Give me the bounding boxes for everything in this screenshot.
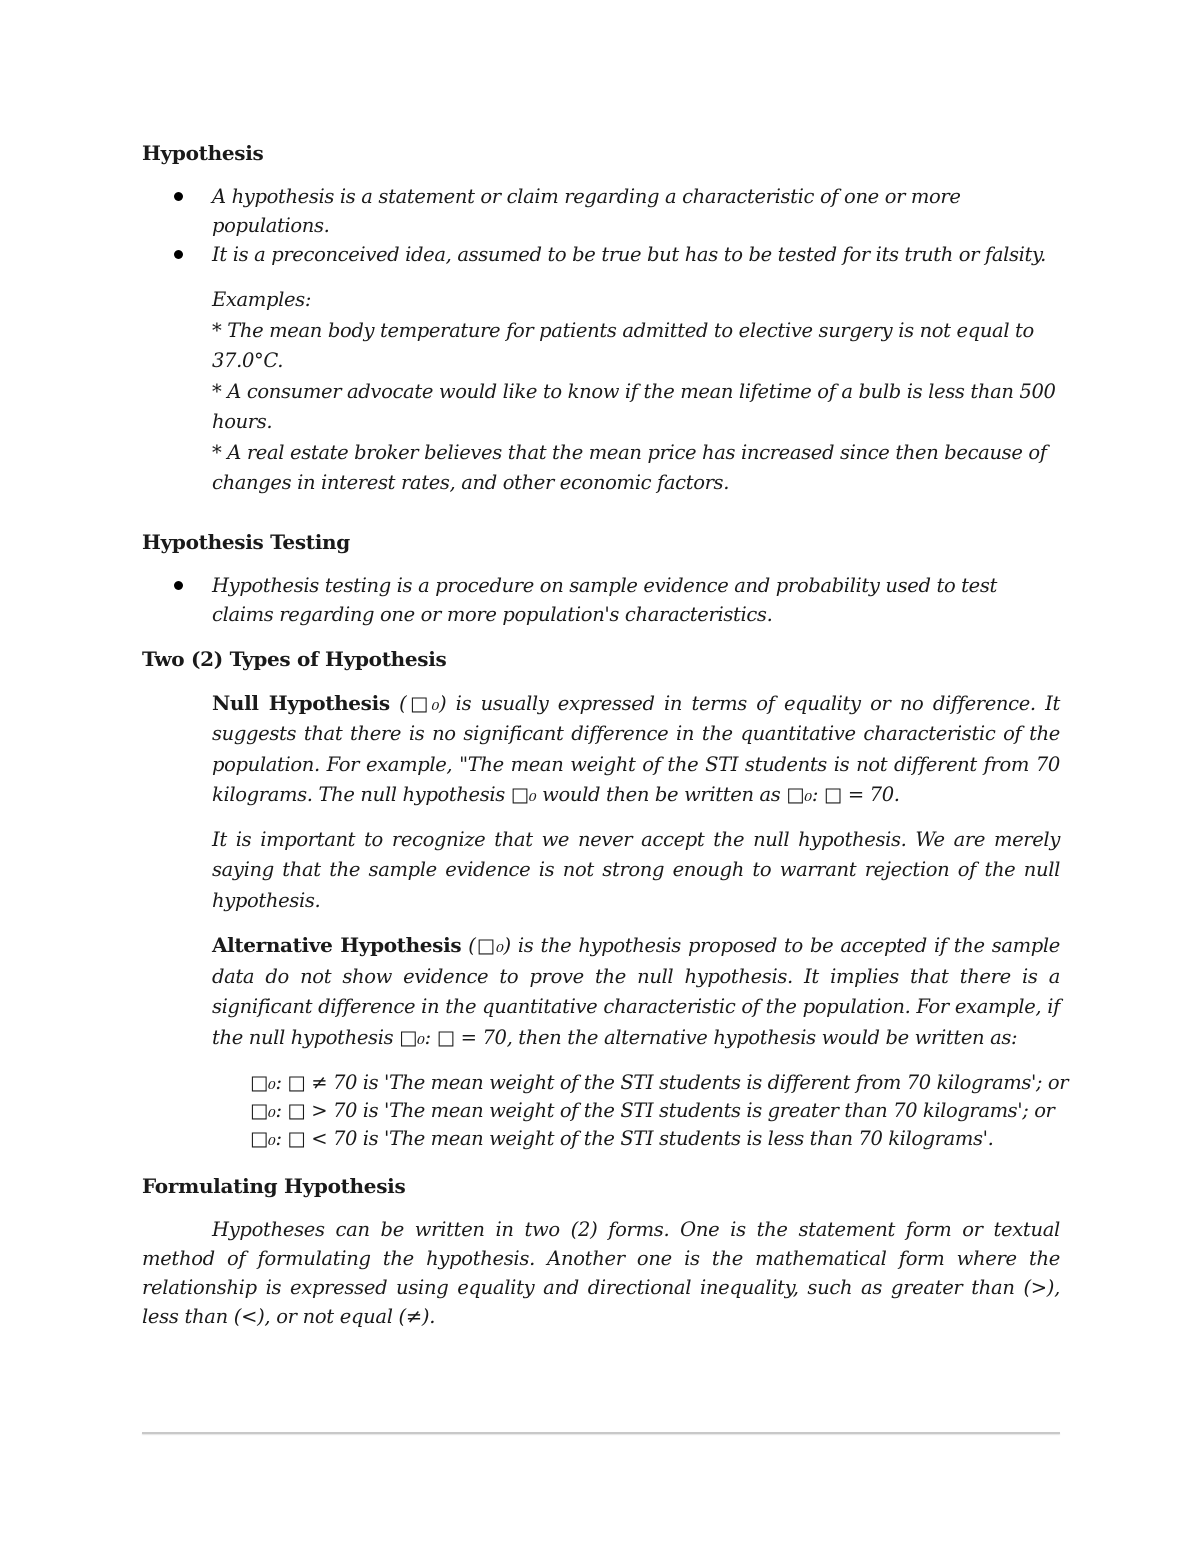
- example-item: * A real estate broker believes that the mean price has increased since then because of changes in interest rates, and other economic factors.: [212, 440, 1047, 494]
- null-hypothesis-paragraph: [212, 688, 1060, 811]
- list-item: [142, 240, 1060, 269]
- heading-types-of-hypothesis: Two (2) Types of Hypothesis: [142, 646, 447, 671]
- bullet-text: It is a preconceived idea, assumed to be true but has to be tested for its truth or falsity.: [212, 243, 1046, 266]
- examples-block: [212, 285, 1060, 499]
- alternative-hypothesis-paragraph: [212, 930, 1060, 1053]
- formula-line: □₀: □ ≠ 70 is 'The mean weight of the STI students is different from 70 kilograms'; or: [250, 1071, 1069, 1094]
- alternative-hypothesis-term: Alternative Hypothesis: [212, 933, 462, 957]
- list-item: [142, 571, 1060, 629]
- alternative-formulas: [250, 1069, 1069, 1153]
- hypothesis-bullet-list: [142, 182, 1060, 269]
- bullet-text: Hypothesis testing is a procedure on sample evidence and probability used to test claims regarding one or more population's characteristics.: [212, 573, 998, 626]
- heading-hypothesis: Hypothesis: [142, 141, 264, 165]
- alternative-hypothesis-text: (□₀) is the hypothesis proposed to be accepted if the sample data do not show evidence to prove the null hypothesis. It implies that there is a significant difference in the quantitative characteristic of the population. For example, if the null hypothesis □₀: □ = 70, then the alternative hypothesis would be written as:: [212, 934, 1060, 1049]
- testing-bullet-list: [142, 571, 1060, 629]
- null-hypothesis-text: (□₀) is usually expressed in terms of equality or no difference. It suggests that there is no significant difference in the quantitative characteristic of the population. For example, "The mean weight of the STI students is not different from 70 kilograms. The null hypothesis □₀ would then be written as □₀: □ = 70.: [212, 691, 1060, 806]
- null-hypothesis-note: It is important to recognize that we never accept the null hypothesis. We are merely saying that the sample evidence is not strong enough to warrant rejection of the null hypothesis.: [212, 827, 1060, 912]
- bullet-icon: [174, 192, 183, 201]
- examples-label: Examples:: [212, 288, 312, 311]
- bullet-text: A hypothesis is a statement or claim regarding a characteristic of one or more populations.: [212, 185, 961, 237]
- formulating-paragraph: Hypotheses can be written in two (2) forms. One is the statement form or textual method of formulating the hypothesis. Another one is the mathematical form where the relationship is expressed using equality and directional inequality, such as greater than (>), less than (<), or not equal (≠).: [142, 1218, 1060, 1328]
- bullet-icon: [174, 581, 183, 590]
- heading-formulating-hypothesis: Formulating Hypothesis: [142, 1174, 406, 1198]
- bullet-icon: [174, 250, 183, 259]
- formula-line: □₀: □ < 70 is 'The mean weight of the STI students is less than 70 kilograms'.: [250, 1127, 994, 1150]
- list-item: [142, 182, 1060, 240]
- formula-line: □₀: □ > 70 is 'The mean weight of the STI students is greater than 70 kilograms'; or: [250, 1099, 1055, 1122]
- example-item: * A consumer advocate would like to know if the mean lifetime of a bulb is less than 500 hours.: [212, 379, 1056, 433]
- heading-hypothesis-testing: Hypothesis Testing: [142, 529, 350, 554]
- example-item: * The mean body temperature for patients admitted to elective surgery is not equal to 37.0°C.: [212, 318, 1034, 372]
- document-page: [142, 138, 1069, 1331]
- null-hypothesis-term: Null Hypothesis: [212, 690, 390, 715]
- footer-divider: [142, 1432, 1060, 1434]
